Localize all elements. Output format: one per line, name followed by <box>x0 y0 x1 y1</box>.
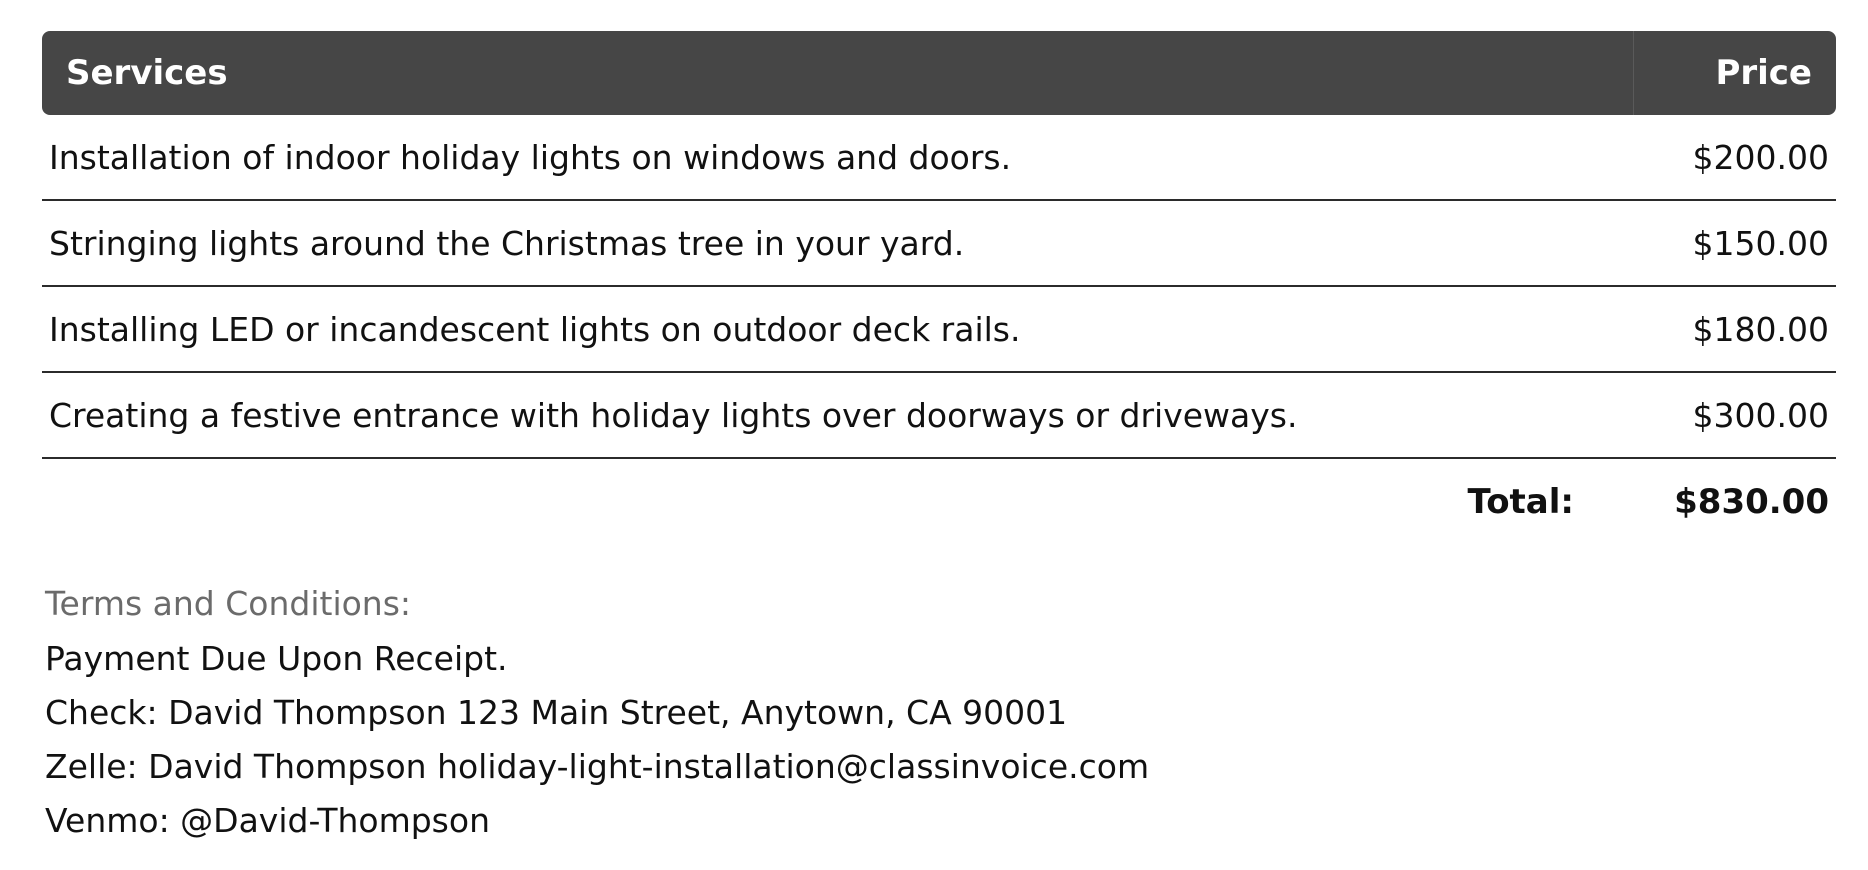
table-row <box>42 201 1836 287</box>
service-description: Creating a festive entrance with holiday lights over doorways or driveways. <box>42 373 1633 459</box>
service-description: Installation of indoor holiday lights on windows and doors. <box>42 115 1633 201</box>
terms-zelle-info: Zelle: David Thompson holiday-light-installation@classinvoice.com <box>45 747 1150 786</box>
service-price: $300.00 <box>1633 373 1836 459</box>
terms-venmo-info: Venmo: @David-Thompson <box>45 801 490 840</box>
service-description: Installing LED or incandescent lights on outdoor deck rails. <box>42 287 1633 373</box>
total-value: $830.00 <box>1674 482 1829 522</box>
service-price: $180.00 <box>1633 287 1836 373</box>
price-column-header: Price <box>1633 31 1836 115</box>
terms-payment-due: Payment Due Upon Receipt. <box>45 639 508 678</box>
service-price: $150.00 <box>1633 201 1836 287</box>
header-row <box>42 31 1836 115</box>
table-body <box>42 115 1836 459</box>
total-row <box>42 459 1836 545</box>
services-column-header: Services <box>42 31 1633 115</box>
terms-section <box>45 585 1445 856</box>
invoice-services-section <box>42 31 1836 545</box>
service-price: $200.00 <box>1633 115 1836 201</box>
total-label: Total: <box>1467 482 1574 522</box>
service-description: Stringing lights around the Christmas tree in your yard. <box>42 201 1633 287</box>
services-table <box>42 31 1836 459</box>
table-row <box>42 287 1836 373</box>
terms-heading: Terms and Conditions: <box>45 584 412 623</box>
table-header <box>42 31 1836 115</box>
table-row <box>42 115 1836 201</box>
table-row <box>42 373 1836 459</box>
terms-check-info: Check: David Thompson 123 Main Street, Anytown, CA 90001 <box>45 693 1068 732</box>
